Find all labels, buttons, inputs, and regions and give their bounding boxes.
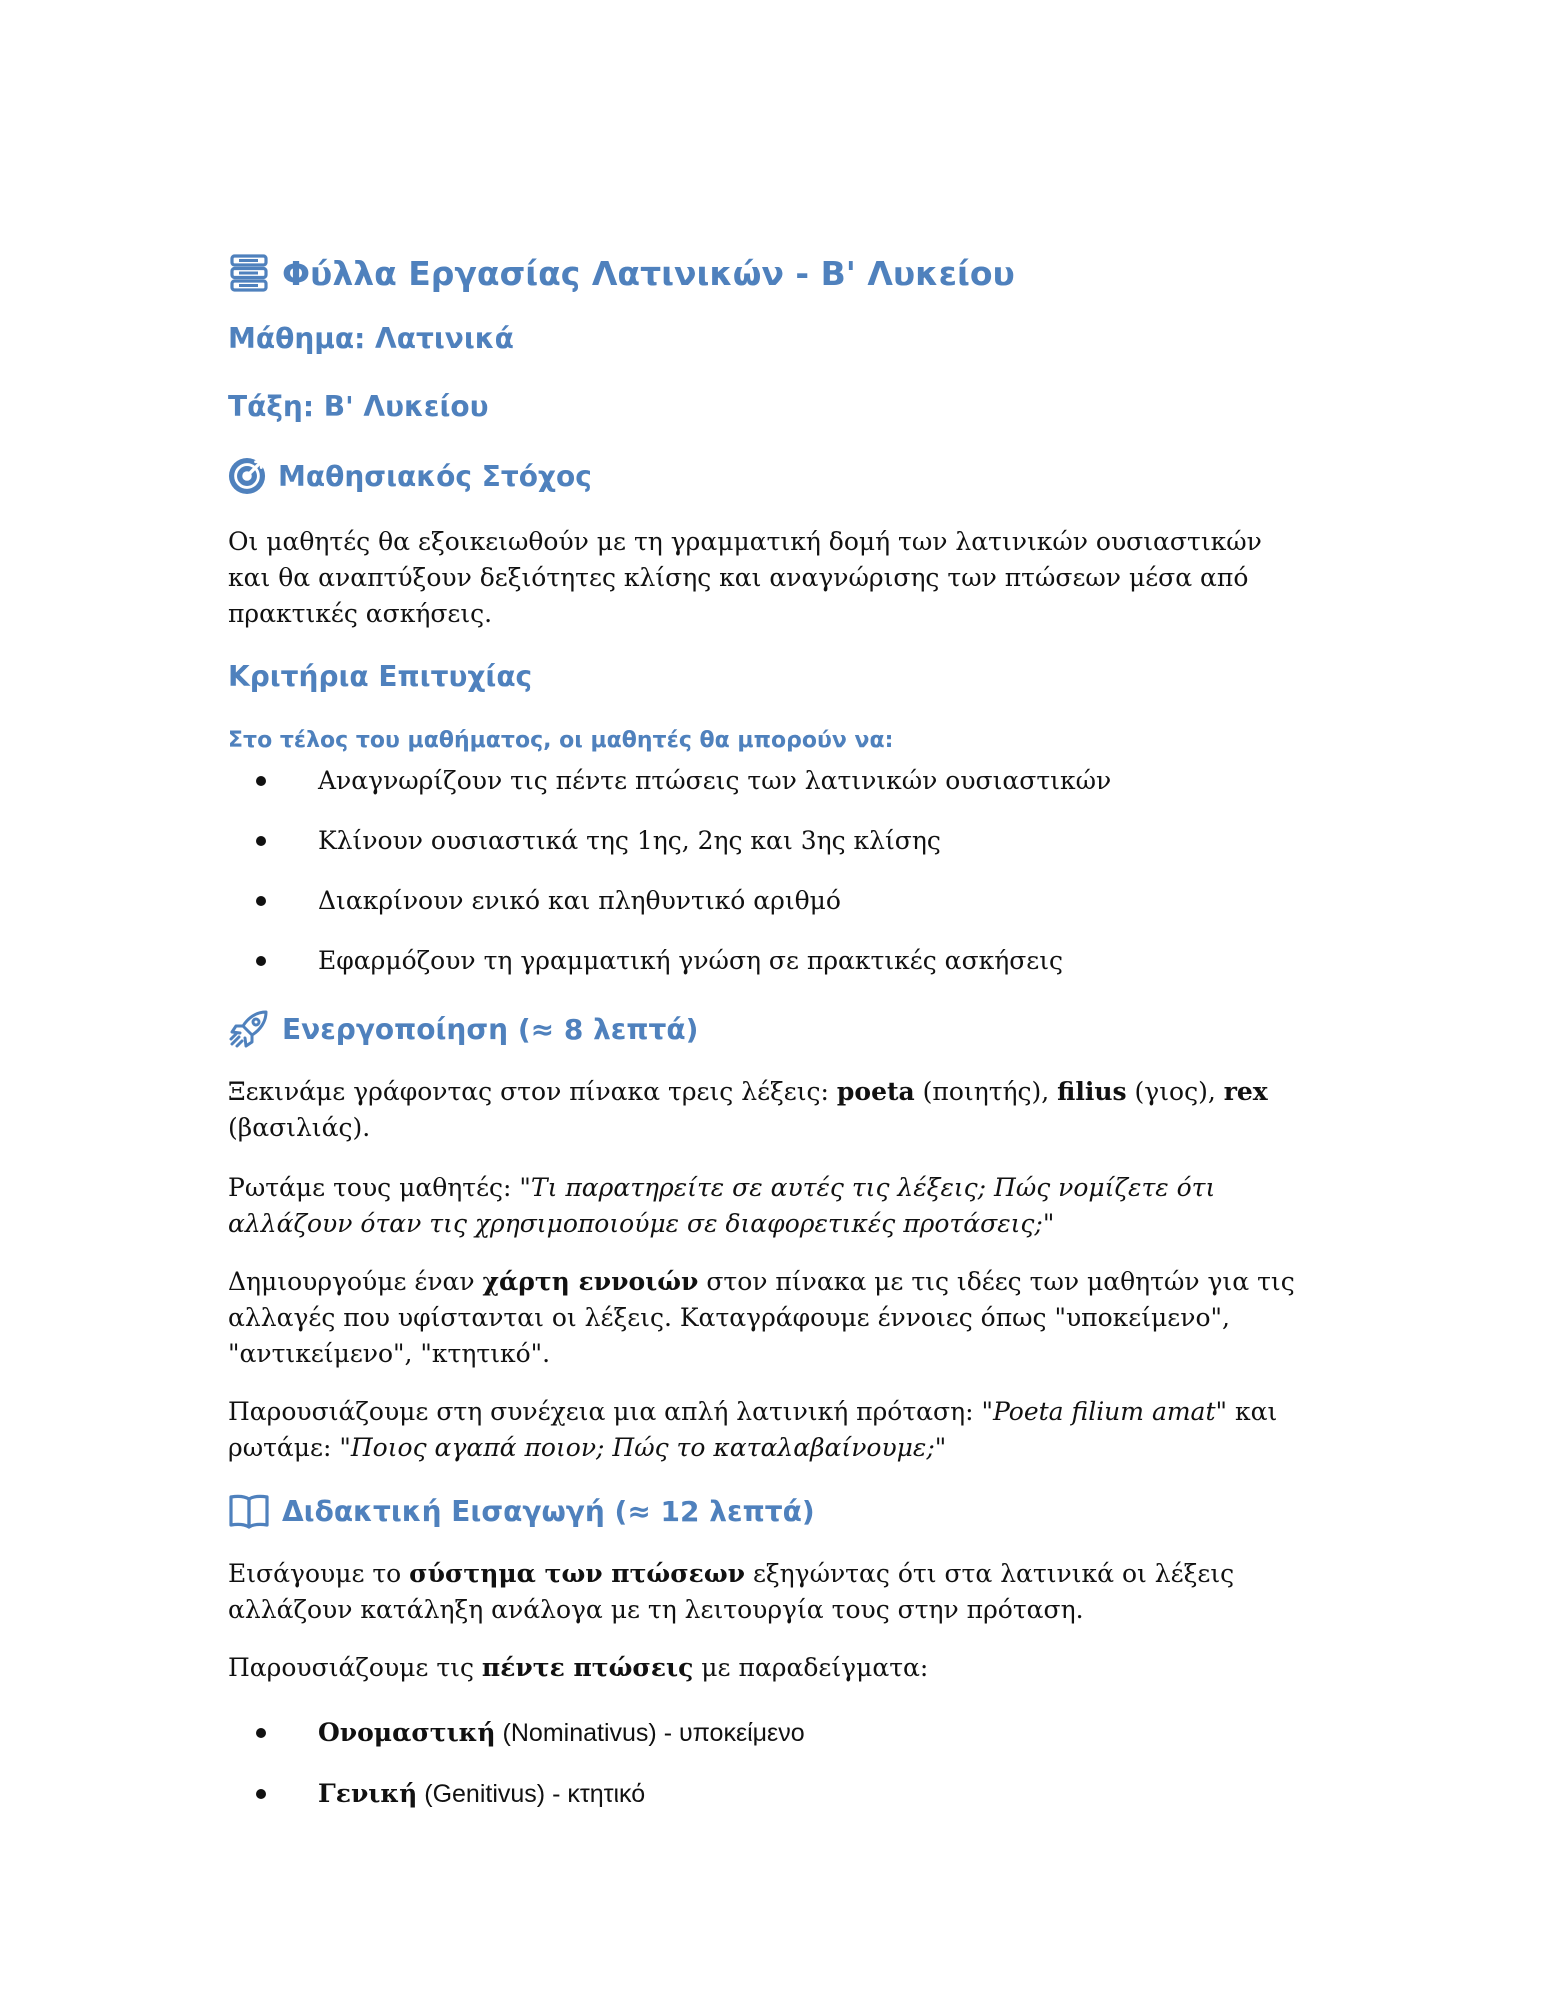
list-item-text: Κλίνουν ουσιαστικά της 1ης, 2ης και 3ης κλίσης	[318, 826, 941, 855]
document-title	[228, 252, 1015, 294]
criteria-intro: Στο τέλος του μαθήματος, οι μαθητές θα μπορούν να:	[228, 728, 894, 753]
quote-text: "Poeta filium amat"	[981, 1397, 1228, 1426]
latin-word: filius	[1057, 1077, 1127, 1106]
paragraph-line	[228, 1074, 1318, 1110]
case-name: Ονομαστική	[318, 1718, 496, 1747]
paragraph-line	[228, 1430, 1318, 1466]
criteria-heading: Κριτήρια Επιτυχίας	[228, 660, 533, 693]
activation-paragraph-4	[228, 1394, 1318, 1466]
objective-paragraph	[228, 524, 1318, 632]
rocket-icon	[228, 1008, 270, 1050]
text-run: (ποιητής),	[914, 1077, 1058, 1106]
paragraph-line	[228, 1556, 1318, 1592]
intro-heading	[228, 1490, 815, 1532]
paragraph-line	[228, 1170, 1318, 1206]
text-run: Ξεκινάμε γράφοντας στον πίνακα τρεις λέξεις:	[228, 1077, 837, 1106]
activation-paragraph-3	[228, 1264, 1318, 1372]
paragraph-line: (βασιλιάς).	[228, 1113, 371, 1142]
case-detail: (Genitivus) - κτητικό	[417, 1780, 646, 1808]
document-title-text: Φύλλα Εργασίας Λατινικών - Β' Λυκείου	[282, 253, 1015, 293]
objective-heading-text: Μαθησιακός Στόχος	[278, 459, 592, 493]
list-item-text: Αναγνωρίζουν τις πέντε πτώσεις των λατινικών ουσιαστικών	[318, 766, 1112, 795]
bullet-dot	[256, 1728, 266, 1738]
list-item	[256, 1715, 805, 1751]
activation-paragraph-1	[228, 1074, 1318, 1146]
paragraph-line: αλλαγές που υφίστανται οι λέξεις. Καταγράφουμε έννοιες όπως "υποκείμενο",	[228, 1303, 1230, 1332]
latin-word: poeta	[836, 1077, 915, 1106]
bullet-dot	[256, 956, 266, 966]
case-detail: (Nominativus) - υποκείμενο	[495, 1719, 805, 1747]
quote-text: "Ποιος αγαπά ποιον; Πώς το καταλαβαίνουμε;"	[339, 1433, 947, 1462]
text-run: με παραδείγματα:	[693, 1653, 929, 1682]
list-item	[256, 823, 941, 859]
bullet-dot	[256, 1789, 266, 1799]
paragraph-line	[228, 1264, 1318, 1300]
bold-text: σύστημα των πτώσεων	[409, 1559, 745, 1588]
activation-paragraph-2	[228, 1170, 1318, 1242]
paragraph-line	[228, 1394, 1318, 1430]
objective-line: Οι μαθητές θα εξοικειωθούν με τη γραμματική δομή των λατινικών ουσιαστικών	[228, 527, 1262, 556]
bullet-dot	[256, 896, 266, 906]
intro-paragraph-1	[228, 1556, 1318, 1628]
intro-heading-text: Διδακτική Εισαγωγή (≈ 12 λεπτά)	[282, 1494, 815, 1528]
latin-word: rex	[1223, 1077, 1268, 1106]
objective-line: πρακτικές ασκήσεις.	[228, 599, 493, 628]
list-item	[256, 883, 841, 919]
subject-heading: Μάθημα: Λατινικά	[228, 322, 514, 355]
list-item	[256, 763, 1111, 799]
paragraph-line: "αντικείμενο", "κτητικό".	[228, 1339, 551, 1368]
list-item	[256, 943, 1063, 979]
text-run: Ρωτάμε τους μαθητές:	[228, 1173, 520, 1202]
bold-text: πέντε πτώσεις	[481, 1653, 694, 1682]
grade-heading: Τάξη: Β' Λυκείου	[228, 390, 489, 423]
list-item-text: Εφαρμόζουν τη γραμματική γνώση σε πρακτικές ασκήσεις	[318, 946, 1064, 975]
bullet-dot	[256, 776, 266, 786]
case-name: Γενική	[318, 1779, 418, 1808]
text-run: ρωτάμε:	[228, 1433, 340, 1462]
quote-text: αλλάζουν όταν τις χρησιμοποιούμε σε διαφορετικές προτάσεις;"	[228, 1209, 1055, 1238]
paragraph-line	[228, 1206, 1318, 1242]
objective-heading	[228, 457, 592, 495]
text-run: στον πίνακα με τις ιδέες των μαθητών για τις	[698, 1267, 1295, 1296]
text-run: και	[1227, 1397, 1278, 1426]
bullet-dot	[256, 836, 266, 846]
open-book-icon	[228, 1490, 270, 1532]
text-run: Δημιουργούμε έναν	[228, 1267, 483, 1296]
objective-line: και θα αναπτύξουν δεξιότητες κλίσης και αναγνώρισης των πτώσεων μέσα από	[228, 563, 1249, 592]
text-run: εξηγώντας ότι στα λατινικά οι λέξεις	[745, 1559, 1235, 1588]
target-icon	[228, 457, 266, 495]
books-icon	[228, 252, 270, 294]
list-item	[256, 1776, 645, 1812]
list-item-text: Διακρίνουν ενικό και πληθυντικό αριθμό	[318, 886, 841, 915]
paragraph-line	[228, 1650, 1318, 1686]
activation-heading-text: Ενεργοποίηση (≈ 8 λεπτά)	[282, 1012, 699, 1046]
activation-heading	[228, 1008, 698, 1050]
text-run: Παρουσιάζουμε τις	[228, 1653, 482, 1682]
quote-text: "Τι παρατηρείτε σε αυτές τις λέξεις; Πώς νομίζετε ότι	[519, 1173, 1216, 1202]
intro-paragraph-2	[228, 1650, 1318, 1686]
text-run: Εισάγουμε το	[228, 1559, 410, 1588]
bold-text: χάρτη εννοιών	[482, 1267, 699, 1296]
paragraph-line: αλλάζουν κατάληξη ανάλογα με τη λειτουργία τους στην πρόταση.	[228, 1595, 1084, 1624]
text-run: (γιος),	[1126, 1077, 1224, 1106]
text-run: Παρουσιάζουμε στη συνέχεια μια απλή λατινική πρόταση:	[228, 1397, 982, 1426]
